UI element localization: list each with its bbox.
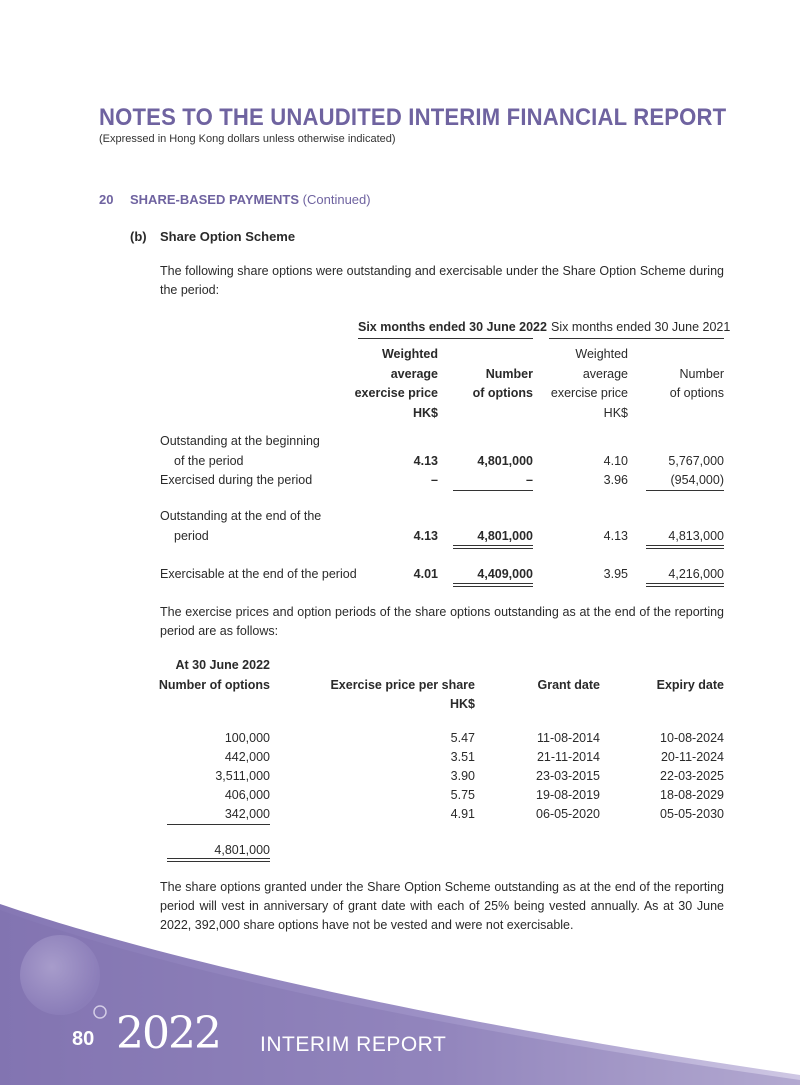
- row-label: of the period: [174, 454, 244, 468]
- total-double-rule: [646, 583, 724, 587]
- detail-expiry: 10-08-2024: [660, 731, 724, 745]
- row-cell: 4,801,000: [477, 529, 533, 543]
- row-label: Exercisable at the end of the period: [160, 567, 357, 581]
- detail-grant: 21-11-2014: [536, 750, 600, 764]
- col-2021-num-header: [670, 365, 724, 404]
- vesting-paragraph: The share options granted under the Share Option Scheme outstanding as at the end of the reporting period will vest in anniversary of grant date with each of 25% being vested annually. As at 30 June 2022, 392,000 share options have not be vested and were not exercisable.: [160, 880, 724, 932]
- detail-total: 4,801,000: [214, 843, 270, 857]
- row-cell: 4,813,000: [668, 529, 724, 543]
- page-number: 80: [72, 1028, 95, 1050]
- detail-grant: 11-08-2014: [536, 731, 600, 745]
- row-label: period: [174, 529, 209, 543]
- period-2021-header: Six months ended 30 June 2021: [551, 320, 731, 334]
- col-head-line: exercise price: [550, 386, 628, 400]
- subtotal-rule: [646, 490, 724, 491]
- exercise-prices-paragraph: The exercise prices and option periods of the share options outstanding as at the end of the reporting period are as follows:: [160, 605, 724, 638]
- col-head-line: HK$: [412, 405, 438, 420]
- row-label: Exercised during the period: [160, 473, 313, 487]
- row-cell: 4,216,000: [668, 567, 724, 581]
- detail-price: 5.75: [450, 788, 475, 802]
- col-head-line: average: [582, 366, 628, 381]
- row-cell: 5,767,000: [668, 454, 724, 468]
- row-cell: –: [526, 473, 533, 487]
- row-cell: 4,801,000: [477, 454, 533, 468]
- header-rule-2021: [549, 338, 724, 339]
- col-head-line: Weighted: [575, 347, 628, 361]
- row-cell: 4.13: [603, 529, 628, 543]
- col-head-line: of options: [669, 386, 724, 400]
- detail-expiry: 22-03-2025: [660, 769, 724, 783]
- section-title: [130, 192, 371, 207]
- page-subtitle: (Expressed in Hong Kong dollars unless otherwise indicated): [99, 133, 396, 145]
- subtotal-rule: [453, 490, 533, 491]
- detail-price: 3.51: [450, 750, 475, 764]
- total-double-rule: [453, 583, 533, 587]
- detail-price: 5.47: [450, 731, 475, 745]
- col-2022-num-header: [473, 365, 533, 404]
- footer-orb: [20, 935, 100, 1015]
- head-num-line1: At 30 June 2022: [175, 658, 270, 672]
- total-double-rule: [646, 545, 724, 549]
- row-cell: 4.13: [413, 454, 438, 468]
- row-cell: 4.01: [413, 567, 438, 581]
- intro-paragraph: The following share options were outstanding and exercisable under the Share Option Scheme during the period:: [160, 264, 724, 297]
- header-rule-2022: [358, 338, 533, 339]
- detail-expiry: 20-11-2024: [660, 750, 724, 764]
- col-head-line: of options: [472, 386, 533, 400]
- detail-num: 3,511,000: [215, 769, 270, 783]
- row-cell: (954,000): [670, 473, 724, 487]
- total-double-rule: [453, 545, 533, 549]
- head-price-unit: HK$: [449, 697, 475, 711]
- head-expiry: Expiry date: [656, 678, 724, 692]
- col-head-line: Weighted: [381, 347, 438, 361]
- row-cell: 4.13: [413, 529, 438, 543]
- head-grant: Grant date: [537, 678, 600, 692]
- total-double-rule: [167, 858, 270, 862]
- detail-price: 3.90: [450, 769, 475, 783]
- detail-num: 342,000: [224, 807, 270, 821]
- row-label: Outstanding at the beginning: [160, 434, 320, 448]
- subtotal-rule: [167, 824, 270, 825]
- row-cell: 3.95: [603, 567, 628, 581]
- detail-grant: 23-03-2015: [536, 769, 600, 783]
- report-year: 2022: [116, 1008, 220, 1059]
- col-head-line: average: [390, 366, 438, 381]
- row-cell: 4.10: [603, 454, 628, 468]
- section-title-text: SHARE-BASED PAYMENTS: [130, 192, 300, 207]
- detail-expiry: 05-05-2030: [660, 807, 724, 821]
- detail-expiry: 18-08-2029: [660, 788, 724, 802]
- row-cell: 4,409,000: [477, 567, 533, 581]
- detail-grant: 06-05-2020: [536, 807, 600, 821]
- subsection-title: Share Option Scheme: [160, 229, 296, 244]
- row-cell: –: [431, 473, 438, 487]
- detail-price: 4.91: [450, 807, 475, 821]
- row-cell: 3.96: [603, 473, 628, 487]
- col-head-line: HK$: [603, 405, 628, 420]
- head-price: Exercise price per share: [330, 678, 475, 692]
- col-2022-wap-header: [355, 345, 438, 423]
- period-2022-header: Six months ended 30 June 2022: [358, 320, 547, 334]
- subsection-label: (b): [130, 229, 147, 244]
- section-continued: (Continued): [302, 192, 371, 207]
- col-head-line: exercise price: [354, 386, 438, 400]
- detail-grant: 19-08-2019: [536, 788, 600, 802]
- row-label: Outstanding at the end of the: [160, 509, 322, 523]
- page-title: NOTES TO THE UNAUDITED INTERIM FINANCIAL REPORT: [99, 104, 727, 131]
- section-number: 20: [99, 192, 114, 207]
- col-head-line: Number: [679, 366, 724, 381]
- detail-num: 442,000: [224, 750, 270, 764]
- detail-num: 406,000: [224, 788, 270, 802]
- col-2021-wap-header: [551, 345, 628, 423]
- head-num-line2: Number of options: [158, 678, 270, 692]
- detail-num: 100,000: [224, 731, 270, 745]
- col-head-line: Number: [485, 366, 533, 381]
- report-name: INTERIM REPORT: [260, 1033, 447, 1056]
